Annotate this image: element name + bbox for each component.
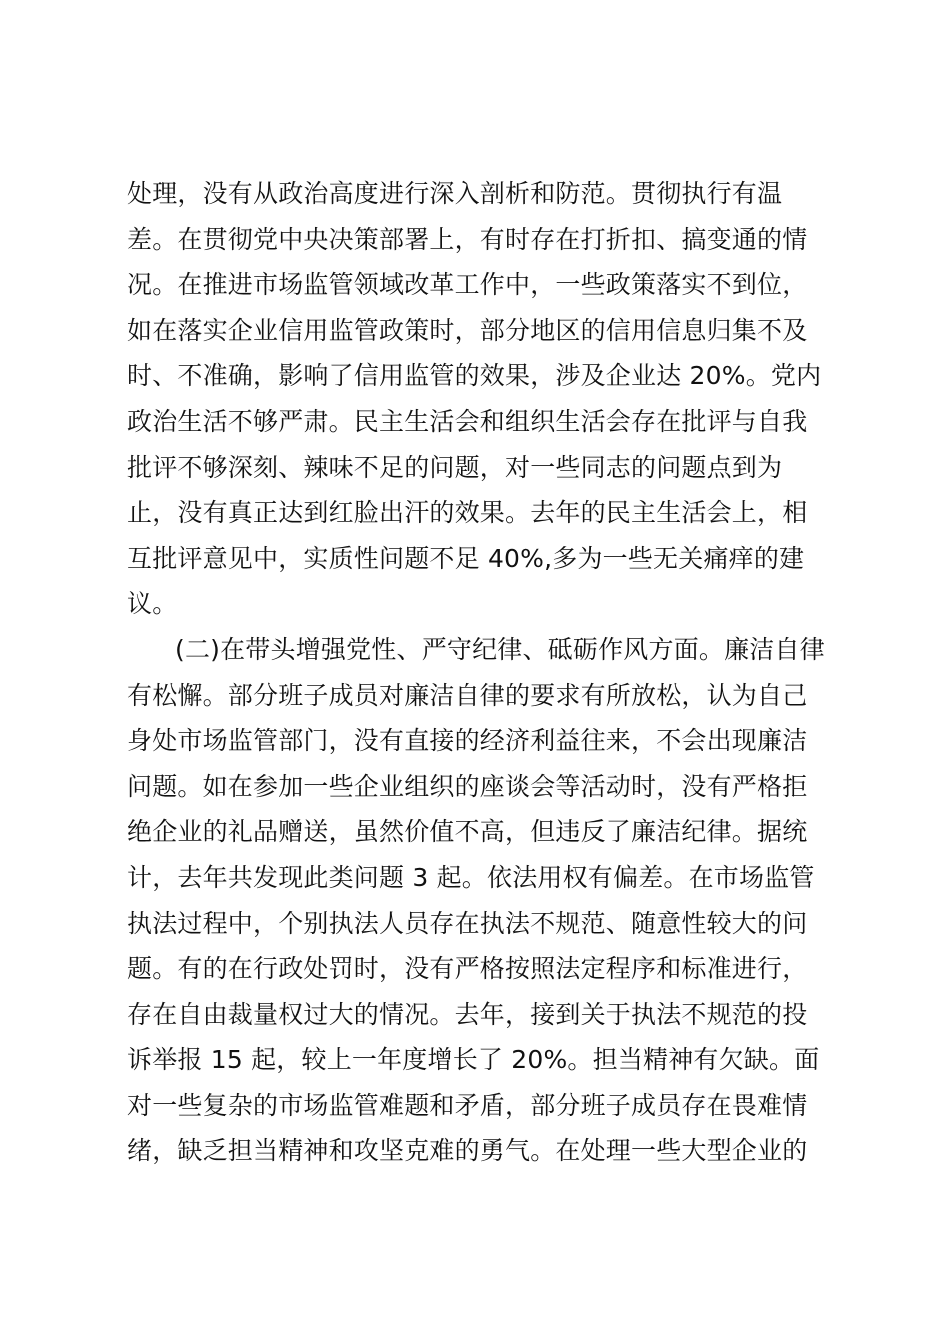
text-line: 差。在贯彻党中央决策部署上，有时存在打折扣、搞变通的情 (127, 224, 808, 254)
text-line: 况。在推进市场监管领域改革工作中，一些政策落实不到位， (127, 270, 808, 300)
paragraph-1 (127, 171, 827, 627)
text-line: 存在自由裁量权过大的情况。去年，接到关于执法不规范的投 (127, 999, 808, 1029)
text-line: 互批评意见中，实质性问题不足 40%,多为一些无关痛痒的建 (127, 543, 805, 573)
text-line: 对一些复杂的市场监管难题和矛盾，部分班子成员存在畏难情 (127, 1090, 808, 1120)
text-line: 诉举报 15 起，较上一年度增长了 20%。担当精神有欠缺。面 (127, 1045, 820, 1075)
text-line: 计，去年共发现此类问题 3 起。依法用权有偏差。在市场监管 (127, 862, 815, 892)
body-text (127, 171, 827, 1174)
text-line: 题。有的在行政处罚时，没有严格按照法定程序和标准进行， (127, 954, 808, 984)
text-line: 批评不够深刻、辣味不足的问题，对一些同志的问题点到为 (127, 452, 783, 482)
text-line: (二)在带头增强党性、严守纪律、砥砺作风方面。廉洁自律 (175, 634, 825, 664)
text-line: 时、不准确，影响了信用监管的效果，涉及企业达 20%。党内 (127, 361, 822, 391)
text-line: 政治生活不够严肃。民主生活会和组织生活会存在批评与自我 (127, 406, 808, 436)
text-line: 有松懈。部分班子成员对廉洁自律的要求有所放松，认为自己 (127, 680, 808, 710)
paragraph-2 (127, 627, 827, 1174)
text-line: 问题。如在参加一些企业组织的座谈会等活动时，没有严格拒 (127, 771, 808, 801)
text-line: 如在落实企业信用监管政策时，部分地区的信用信息归集不及 (127, 315, 808, 345)
text-line: 止，没有真正达到红脸出汗的效果。去年的民主生活会上，相 (127, 498, 808, 528)
text-line: 议。 (127, 589, 178, 619)
text-line: 执法过程中，个别执法人员存在执法不规范、随意性较大的问 (127, 908, 808, 938)
text-line: 身处市场监管部门，没有直接的经济利益往来，不会出现廉洁 (127, 726, 808, 756)
text-line: 绪，缺乏担当精神和攻坚克难的勇气。在处理一些大型企业的 (127, 1136, 808, 1166)
text-line: 绝企业的礼品赠送，虽然价值不高，但违反了廉洁纪律。据统 (127, 817, 808, 847)
text-line: 处理，没有从政治高度进行深入剖析和防范。贯彻执行有温 (127, 179, 783, 208)
